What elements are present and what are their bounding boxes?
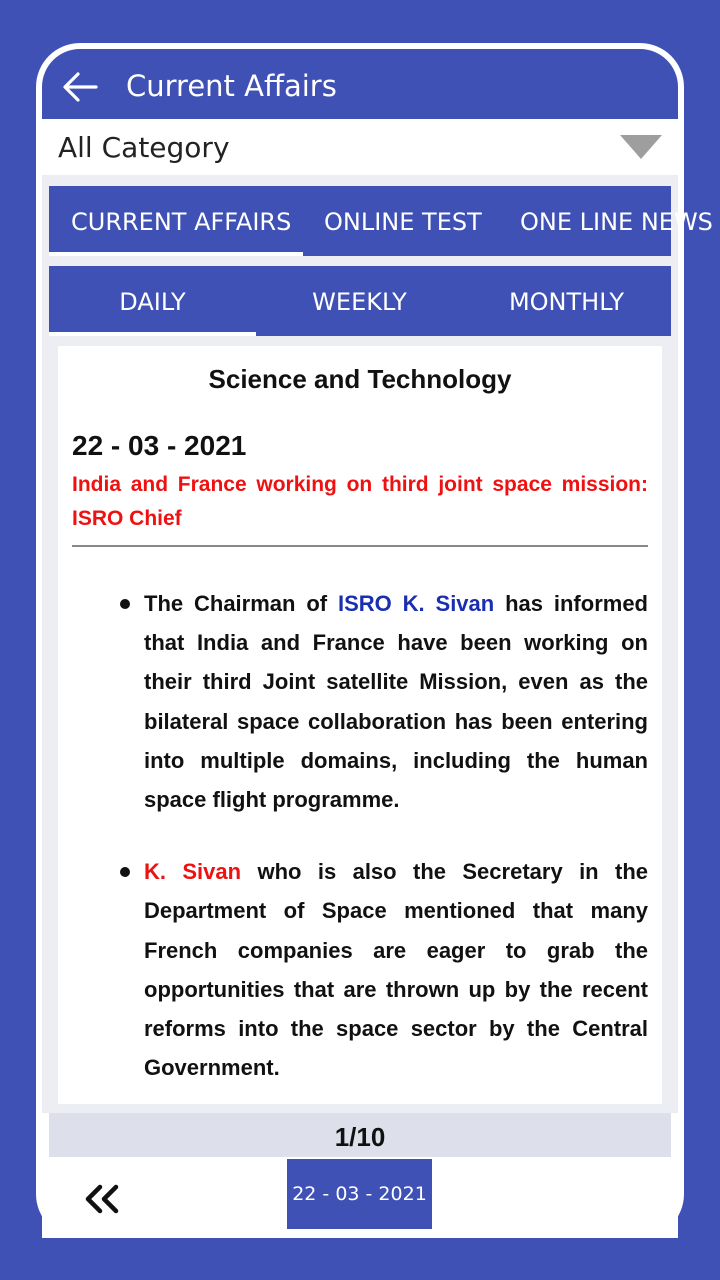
bullet-dot-icon [120,599,130,609]
app-title: Current Affairs [126,69,337,103]
page-indicator-bar [49,1113,671,1157]
highlight-name: K. Sivan [144,859,242,885]
category-selected-value: All Category [58,131,230,164]
app-bar [42,49,678,119]
bottom-navigation [42,1157,678,1238]
date-picker-button[interactable]: 22 - 03 - 2021 [287,1159,432,1229]
double-chevron-left-icon[interactable] [80,1179,126,1219]
section-title: Science and Technology [208,364,512,394]
article-card [58,346,662,1104]
article-date: 22 - 03 - 2021 [72,430,247,461]
bullet-text: who is also the Secretary in the Department of Space mentioned that many French companies are eager to grab the opportunities that are thrown up by the recent reforms into the space sector by the Central Government. [144,859,649,1081]
divider [72,545,648,547]
triangle-down-icon[interactable] [620,135,662,159]
tab-online-test[interactable]: ONLINE TEST [324,208,482,236]
list-item [118,852,648,1087]
main-tab-indicator [49,252,303,256]
main-tab-bar [49,186,713,256]
tab-weekly[interactable]: WEEKLY [312,288,407,316]
page-counter: 1/10 [334,1122,386,1152]
article-headline: India and France working on third joint space mission: ISRO Chief [72,473,648,530]
bullet-dot-icon [120,867,130,877]
list-item [118,584,648,819]
bullet-text: The Chairman of [144,591,338,616]
period-tab-bar [49,266,671,336]
category-dropdown[interactable] [42,119,678,175]
tab-one-line-news[interactable]: ONE LINE NEWS [520,208,713,236]
period-tab-indicator [49,332,256,336]
article-bullets [118,584,648,1120]
tab-monthly[interactable]: MONTHLY [508,288,625,316]
phone-screen [36,43,713,1238]
tab-daily[interactable]: DAILY [119,288,186,316]
arrow-left-icon[interactable] [60,67,100,107]
bullet-text: has informed that India and France have been working on their third Joint satellite Mission, even as the bilateral space collaboration has been entering into multiple domains, including the human space flight programme. [144,591,648,813]
highlight-name: ISRO K. Sivan [337,591,495,616]
tab-current-affairs[interactable]: CURRENT AFFAIRS [71,208,292,236]
